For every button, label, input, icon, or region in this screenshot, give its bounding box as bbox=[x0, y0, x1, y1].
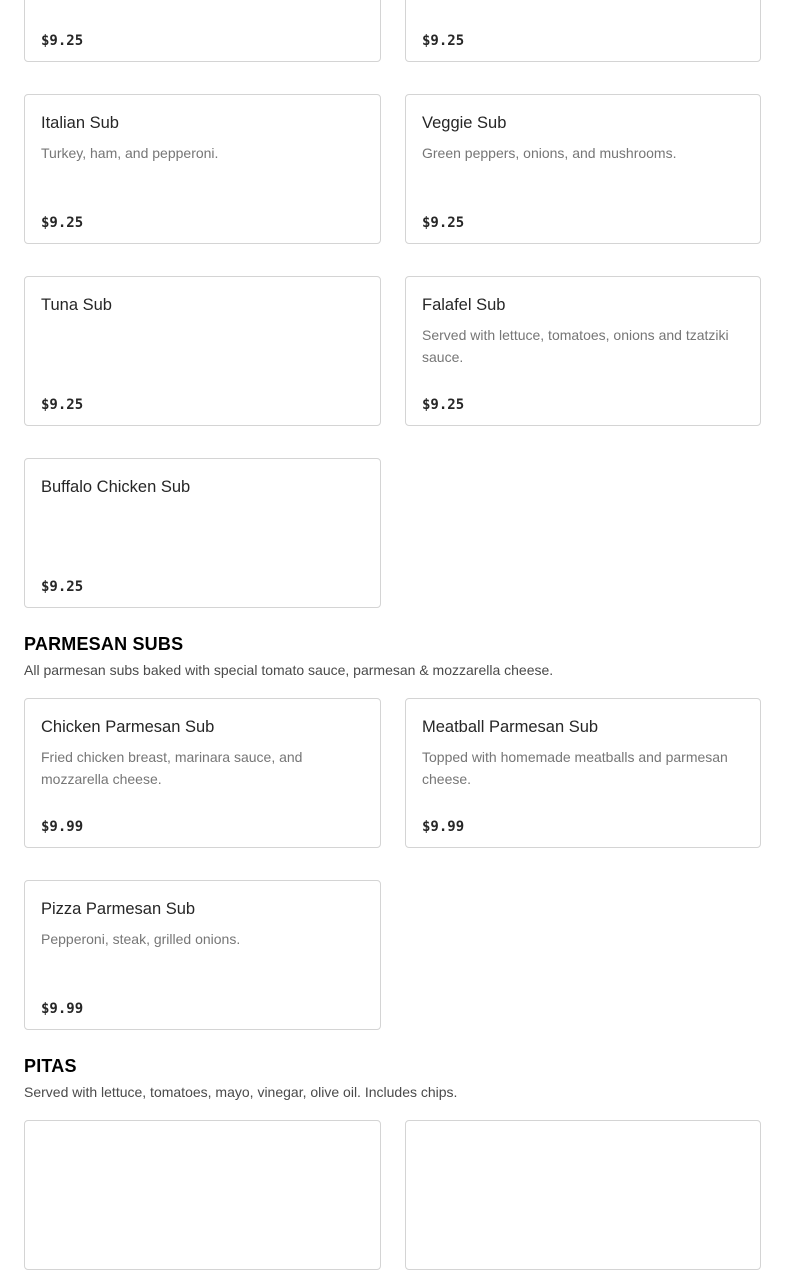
item-price: $9.99 bbox=[422, 819, 465, 835]
item-description: Topped with homemade meatballs and parmesan cheese. bbox=[422, 749, 728, 787]
item-price: $9.99 bbox=[41, 819, 84, 835]
item-price: $9.99 bbox=[41, 1001, 84, 1017]
item-name: Meatball Parmesan Sub bbox=[422, 718, 599, 736]
menu-item-card-chicken-parmesan-sub[interactable] bbox=[24, 698, 381, 848]
item-price: $9.25 bbox=[422, 397, 465, 413]
menu-item-card[interactable] bbox=[24, 0, 381, 62]
item-description: Served with lettuce, tomatoes, onions and tzatziki sauce. bbox=[422, 327, 729, 365]
section-description: Served with lettuce, tomatoes, mayo, vinegar, olive oil. Includes chips. bbox=[24, 1084, 458, 1100]
item-name: Buffalo Chicken Sub bbox=[41, 478, 191, 496]
item-price: $9.25 bbox=[422, 33, 465, 49]
menu-item-card[interactable] bbox=[405, 1120, 761, 1270]
item-name: Italian Sub bbox=[41, 114, 119, 132]
menu-item-card-pizza-parmesan-sub[interactable] bbox=[24, 880, 381, 1030]
item-price: $9.25 bbox=[422, 215, 465, 231]
item-name: Veggie Sub bbox=[422, 114, 507, 132]
item-name: Pizza Parmesan Sub bbox=[41, 900, 196, 918]
menu-item-card[interactable] bbox=[24, 1120, 381, 1270]
menu-item-card-buffalo-chicken-sub[interactable] bbox=[24, 458, 381, 608]
menu-item-card-veggie-sub[interactable] bbox=[405, 94, 761, 244]
item-price: $9.25 bbox=[41, 397, 84, 413]
item-name: Chicken Parmesan Sub bbox=[41, 718, 215, 736]
menu-item-card-tuna-sub[interactable] bbox=[24, 276, 381, 426]
item-description: Turkey, ham, and pepperoni. bbox=[41, 145, 219, 161]
menu-item-card[interactable] bbox=[405, 0, 761, 62]
item-name: Tuna Sub bbox=[41, 296, 112, 314]
item-price: $9.25 bbox=[41, 33, 84, 49]
item-price: $9.25 bbox=[41, 215, 84, 231]
section-title-pitas: PITAS bbox=[24, 1056, 77, 1076]
item-price: $9.25 bbox=[41, 579, 84, 595]
section-title-parmesan-subs: PARMESAN SUBS bbox=[24, 634, 184, 654]
section-description: All parmesan subs baked with special tomato sauce, parmesan & mozzarella cheese. bbox=[24, 662, 554, 678]
menu-item-card-italian-sub[interactable] bbox=[24, 94, 381, 244]
menu-item-card-falafel-sub[interactable] bbox=[405, 276, 761, 426]
item-description: Pepperoni, steak, grilled onions. bbox=[41, 931, 241, 947]
item-description: Fried chicken breast, marinara sauce, and mozzarella cheese. bbox=[41, 749, 303, 787]
item-name: Falafel Sub bbox=[422, 296, 506, 314]
item-description: Green peppers, onions, and mushrooms. bbox=[422, 145, 677, 161]
menu-item-card-meatball-parmesan-sub[interactable] bbox=[405, 698, 761, 848]
